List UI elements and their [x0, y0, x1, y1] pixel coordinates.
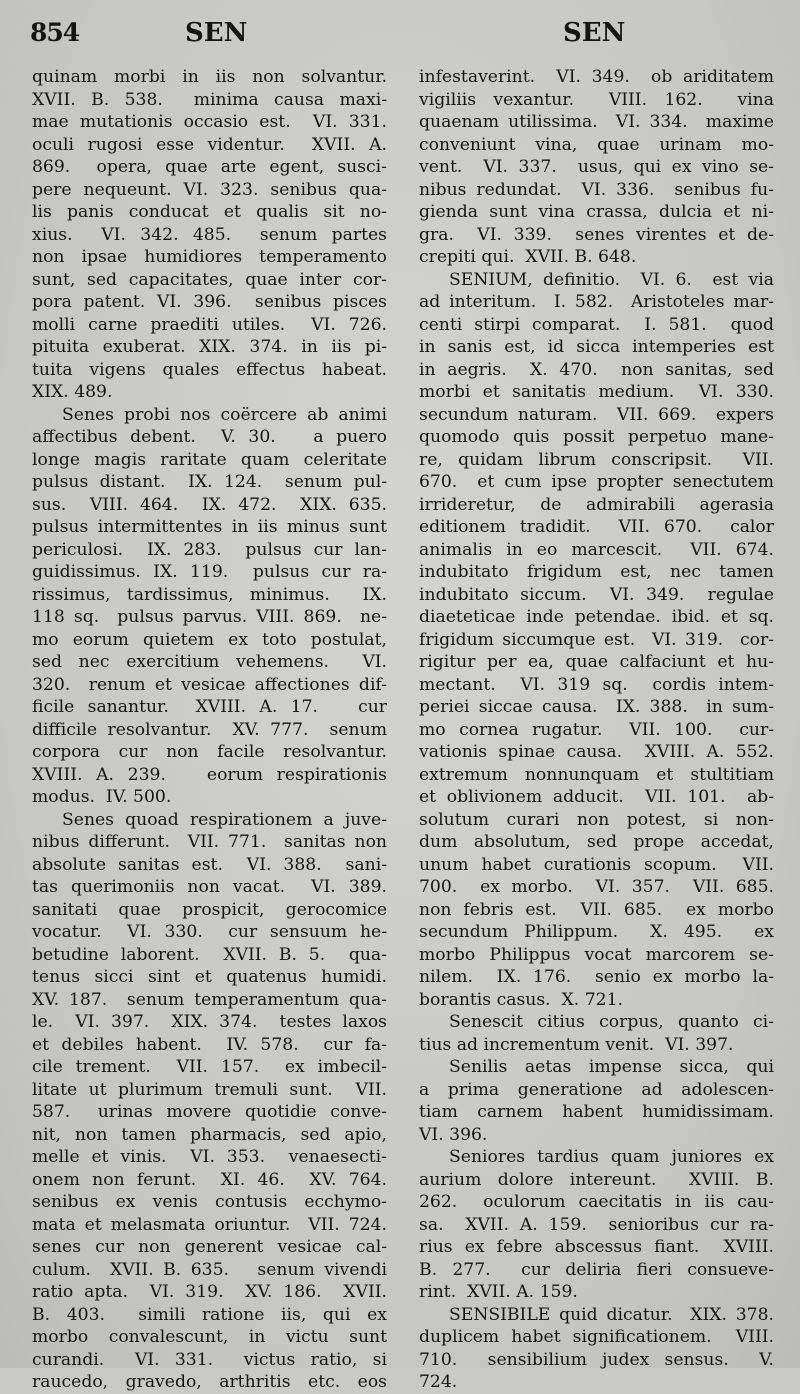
text-line: XIX. 489.: [32, 382, 113, 402]
text-line: 700. ex morbo. VI. 357. VII. 685.: [419, 877, 774, 897]
text-line: culum. XVII. B. 635. senum vivendi: [32, 1259, 387, 1280]
text-line: le. VI. 397. XIX. 374. testes laxos: [32, 1012, 387, 1032]
text-line: SENSIBILE quid dicatur. XIX. 378.: [449, 1304, 774, 1325]
text-line: Senilis aetas impense sicca, qui: [449, 1057, 774, 1077]
text-line: sunt, sed capacitates, quae inter cor-: [32, 269, 387, 290]
text-line: morbo Philippus vocat marcorem se-: [419, 944, 774, 965]
text-line: tiam carnem habent humidissimam.: [419, 1102, 774, 1122]
text-line: quaenam utilissima. VI. 334. maxime: [419, 112, 774, 132]
text-line: affectibus debent. V. 30. a puero: [32, 427, 387, 447]
text-line: modus. IV. 500.: [32, 787, 172, 807]
text-line: in sanis est, id sicca intemperies est: [419, 337, 774, 357]
text-line: 118 sq. pulsus parvus. VIII. 869. ne-: [32, 607, 387, 627]
text-line: aurium dolore intereunt. XVIII. B.: [419, 1169, 774, 1190]
text-line: 869. opera, quae arte egent, susci-: [32, 157, 387, 177]
text-line: rissimus, tardissimus, minimus. IX.: [32, 584, 387, 605]
text-line: sus. VIII. 464. IX. 472. XIX. 635.: [32, 494, 387, 515]
text-line: irrideretur, de admirabili agerasia: [419, 494, 774, 515]
running-header: [0, 18, 800, 58]
text-line: litate ut plurimum tremuli sunt. VII.: [32, 1079, 387, 1100]
text-line: guidissimus. IX. 119. pulsus cur ra-: [32, 562, 387, 582]
text-line: unum habet curationis scopum. VII.: [419, 854, 774, 875]
text-line: pora patent. VI. 396. senibus pisces: [32, 292, 387, 312]
text-line: borantis casus. X. 721.: [419, 989, 623, 1010]
text-line: et oblivionem adducit. VII. 101. ab-: [419, 787, 774, 807]
text-line: secundum naturam. VII. 669. expers: [419, 404, 774, 425]
text-line: sed nec exercitium vehemens. VI.: [32, 652, 387, 672]
text-line: rigitur per ea, quae calfaciunt et hu-: [419, 652, 774, 672]
text-line: XVII. B. 538. minima causa maxi-: [32, 89, 387, 110]
text-line: ficile sanantur. XVIII. A. 17. cur: [32, 697, 387, 717]
text-line: periei siccae causa. IX. 388. in sum-: [419, 697, 774, 717]
text-line: Senes quoad respirationem a juve-: [62, 809, 387, 830]
text-line: curandi. VI. 331. victus ratio, si: [32, 1349, 387, 1370]
text-line: XVIII. A. 239. eorum respirationis: [32, 764, 387, 785]
text-line: Senes probi nos coërcere ab animi: [62, 404, 387, 425]
text-line: crepiti qui. XVII. B. 648.: [419, 247, 637, 267]
text-line: tius ad incrementum venit. VI. 397.: [419, 1034, 734, 1055]
text-line: tas querimoniis non vacat. VI. 389.: [32, 877, 387, 897]
text-line: mo eorum quietem ex toto postulat,: [32, 629, 387, 650]
text-line: B. 277. cur deliria fieri consueve-: [419, 1259, 774, 1280]
text-line: vent. VI. 337. usus, qui ex vino se-: [419, 157, 774, 177]
text-line: morbo convalescunt, in victu sunt: [32, 1327, 387, 1347]
text-line: sa. XVII. A. 159. senioribus cur ra-: [419, 1214, 774, 1235]
text-line: ratio apta. VI. 319. XV. 186. XVII.: [32, 1282, 387, 1302]
text-line: betudine laborent. XVII. B. 5. qua-: [32, 944, 387, 965]
text-line: pituita exuberat. XIX. 374. in iis pi-: [32, 337, 387, 357]
text-line: onem non ferunt. XI. 46. XV. 764.: [32, 1169, 387, 1190]
text-line: raucedo, gravedo, arthritis etc. eos: [32, 1372, 387, 1392]
text-line: quinam morbi in iis non solvantur.: [32, 67, 387, 87]
text-line: tenus sicci sint et quatenus humidi.: [32, 967, 387, 987]
text-line: 710. sensibilium judex sensus. V.: [419, 1349, 774, 1370]
text-line: mectant. VI. 319 sq. cordis intem-: [419, 674, 774, 695]
text-line: sanitati quae prospicit, gerocomice: [32, 899, 387, 920]
page-number: 854: [30, 18, 80, 47]
text-line: xius. VI. 342. 485. senum partes: [32, 224, 387, 245]
left-text-column: [32, 66, 387, 1394]
text-line: periculosi. IX. 283. pulsus cur lan-: [32, 539, 387, 560]
text-line: morbi et sanitatis medium. VI. 330.: [419, 382, 774, 402]
text-line: oculi rugosi esse videntur. XVII. A.: [32, 134, 387, 155]
text-line: vigiliis vexantur. VIII. 162. vina: [419, 89, 774, 110]
text-line: pulsus intermittentes in iis minus sunt: [32, 517, 387, 537]
text-line: non febris est. VII. 685. ex morbo: [419, 899, 774, 920]
text-line: solutum curari non potest, si non-: [419, 809, 774, 830]
text-line: in aegris. X. 470. non sanitas, sed: [419, 359, 774, 380]
text-line: 262. oculorum caecitatis in iis cau-: [419, 1192, 774, 1212]
text-line: non ipsae humidiores temperamento: [32, 247, 387, 267]
text-line: a prima generatione ad adolescen-: [419, 1079, 774, 1100]
text-line: SENIUM, definitio. VI. 6. est via: [449, 269, 774, 290]
text-line: gienda sunt vina crassa, dulcia et ni-: [419, 202, 774, 222]
text-line: et debiles habent. IV. 578. cur fa-: [32, 1034, 387, 1055]
text-line: mata et melasmata oriuntur. VII. 724.: [32, 1214, 387, 1235]
text-line: secundum Philippum. X. 495. ex: [419, 922, 774, 942]
text-line: mae mutationis occasio est. VI. 331.: [32, 112, 387, 132]
text-line: Seniores tardius quam juniores ex: [449, 1147, 774, 1167]
text-line: 587. urinas movere quotidie conve-: [32, 1102, 387, 1122]
text-line: indubitato siccum. VI. 349. regulae: [419, 584, 774, 605]
text-line: VI. 396.: [419, 1124, 488, 1145]
text-line: extremum nonnunquam et stultitiam: [419, 764, 774, 785]
text-line: longe magis raritate quam celeritate: [32, 449, 387, 470]
text-line: senibus ex venis contusis ecchymo-: [32, 1192, 387, 1212]
text-line: senes cur non generent vesicae cal-: [32, 1237, 387, 1257]
text-line: diaeteticae inde petendae. ibid. et sq.: [419, 607, 774, 627]
right-text-column: [419, 66, 774, 1394]
text-line: pere nequeunt. VI. 323. senibus qua-: [32, 179, 387, 200]
text-line: rint. XVII. A. 159.: [419, 1282, 578, 1302]
text-line: re, quidam librum conscripsit. VII.: [419, 449, 774, 470]
right-running-head: SEN: [563, 18, 626, 48]
text-line: 670. et cum ipse propter senectutem: [419, 472, 774, 492]
text-line: tuita vigens quales effectus habeat.: [32, 359, 387, 380]
text-line: gra. VI. 339. senes virentes et de-: [419, 224, 774, 245]
text-line: quomodo quis possit perpetuo mane-: [419, 427, 774, 447]
text-line: nibus differunt. VII. 771. sanitas non: [32, 832, 387, 852]
text-line: absolute sanitas est. VI. 388. sani-: [32, 854, 387, 875]
text-line: XV. 187. senum temperamentum qua-: [32, 989, 387, 1010]
text-line: nibus redundat. VI. 336. senibus fu-: [419, 179, 774, 200]
text-line: animalis in eo marcescit. VII. 674.: [419, 539, 774, 560]
text-line: editionem tradidit. VII. 670. calor: [419, 517, 774, 537]
text-line: melle et vinis. VI. 353. venaesecti-: [32, 1147, 387, 1167]
text-line: 724.: [419, 1372, 458, 1392]
text-line: centi stirpi comparat. I. 581. quod: [419, 314, 774, 335]
text-line: nit, non tamen pharmacis, sed apio,: [32, 1124, 387, 1145]
text-line: nilem. IX. 176. senio ex morbo la-: [419, 967, 774, 987]
text-line: 320. renum et vesicae affectiones dif-: [32, 674, 387, 695]
text-line: mo cornea rugatur. VII. 100. cur-: [419, 719, 774, 740]
text-line: infestaverint. VI. 349. ob ariditatem: [419, 67, 774, 87]
text-line: difficile resolvantur. XV. 777. senum: [32, 719, 387, 740]
text-line: rius ex febre abscessus fiant. XVIII.: [419, 1237, 774, 1257]
text-line: lis panis conducat et qualis sit no-: [32, 202, 387, 222]
text-line: vationis spinae causa. XVIII. A. 552.: [419, 742, 774, 762]
text-line: B. 403. simili ratione iis, qui ex: [32, 1304, 387, 1325]
text-line: cile trement. VII. 157. ex imbecil-: [32, 1057, 387, 1077]
text-line: ad interitum. I. 582. Aristoteles mar-: [419, 292, 774, 312]
text-line: dum absolutum, sed prope accedat,: [419, 832, 774, 852]
text-line: Senescit citius corpus, quanto ci-: [449, 1012, 774, 1032]
text-line: conveniunt vina, quae urinam mo-: [419, 134, 774, 155]
text-line: duplicem habet significationem. VIII.: [419, 1327, 774, 1347]
text-line: frigidum siccumque est. VI. 319. cor-: [419, 629, 774, 650]
text-line: corpora cur non facile resolvantur.: [32, 742, 387, 762]
text-line: vocatur. VI. 330. cur sensuum he-: [32, 922, 387, 942]
text-line: molli carne praediti utiles. VI. 726.: [32, 314, 387, 335]
left-running-head: SEN: [185, 18, 248, 48]
text-line: pulsus distant. IX. 124. senum pul-: [32, 472, 387, 492]
text-line: indubitato frigidum est, nec tamen: [419, 562, 774, 582]
